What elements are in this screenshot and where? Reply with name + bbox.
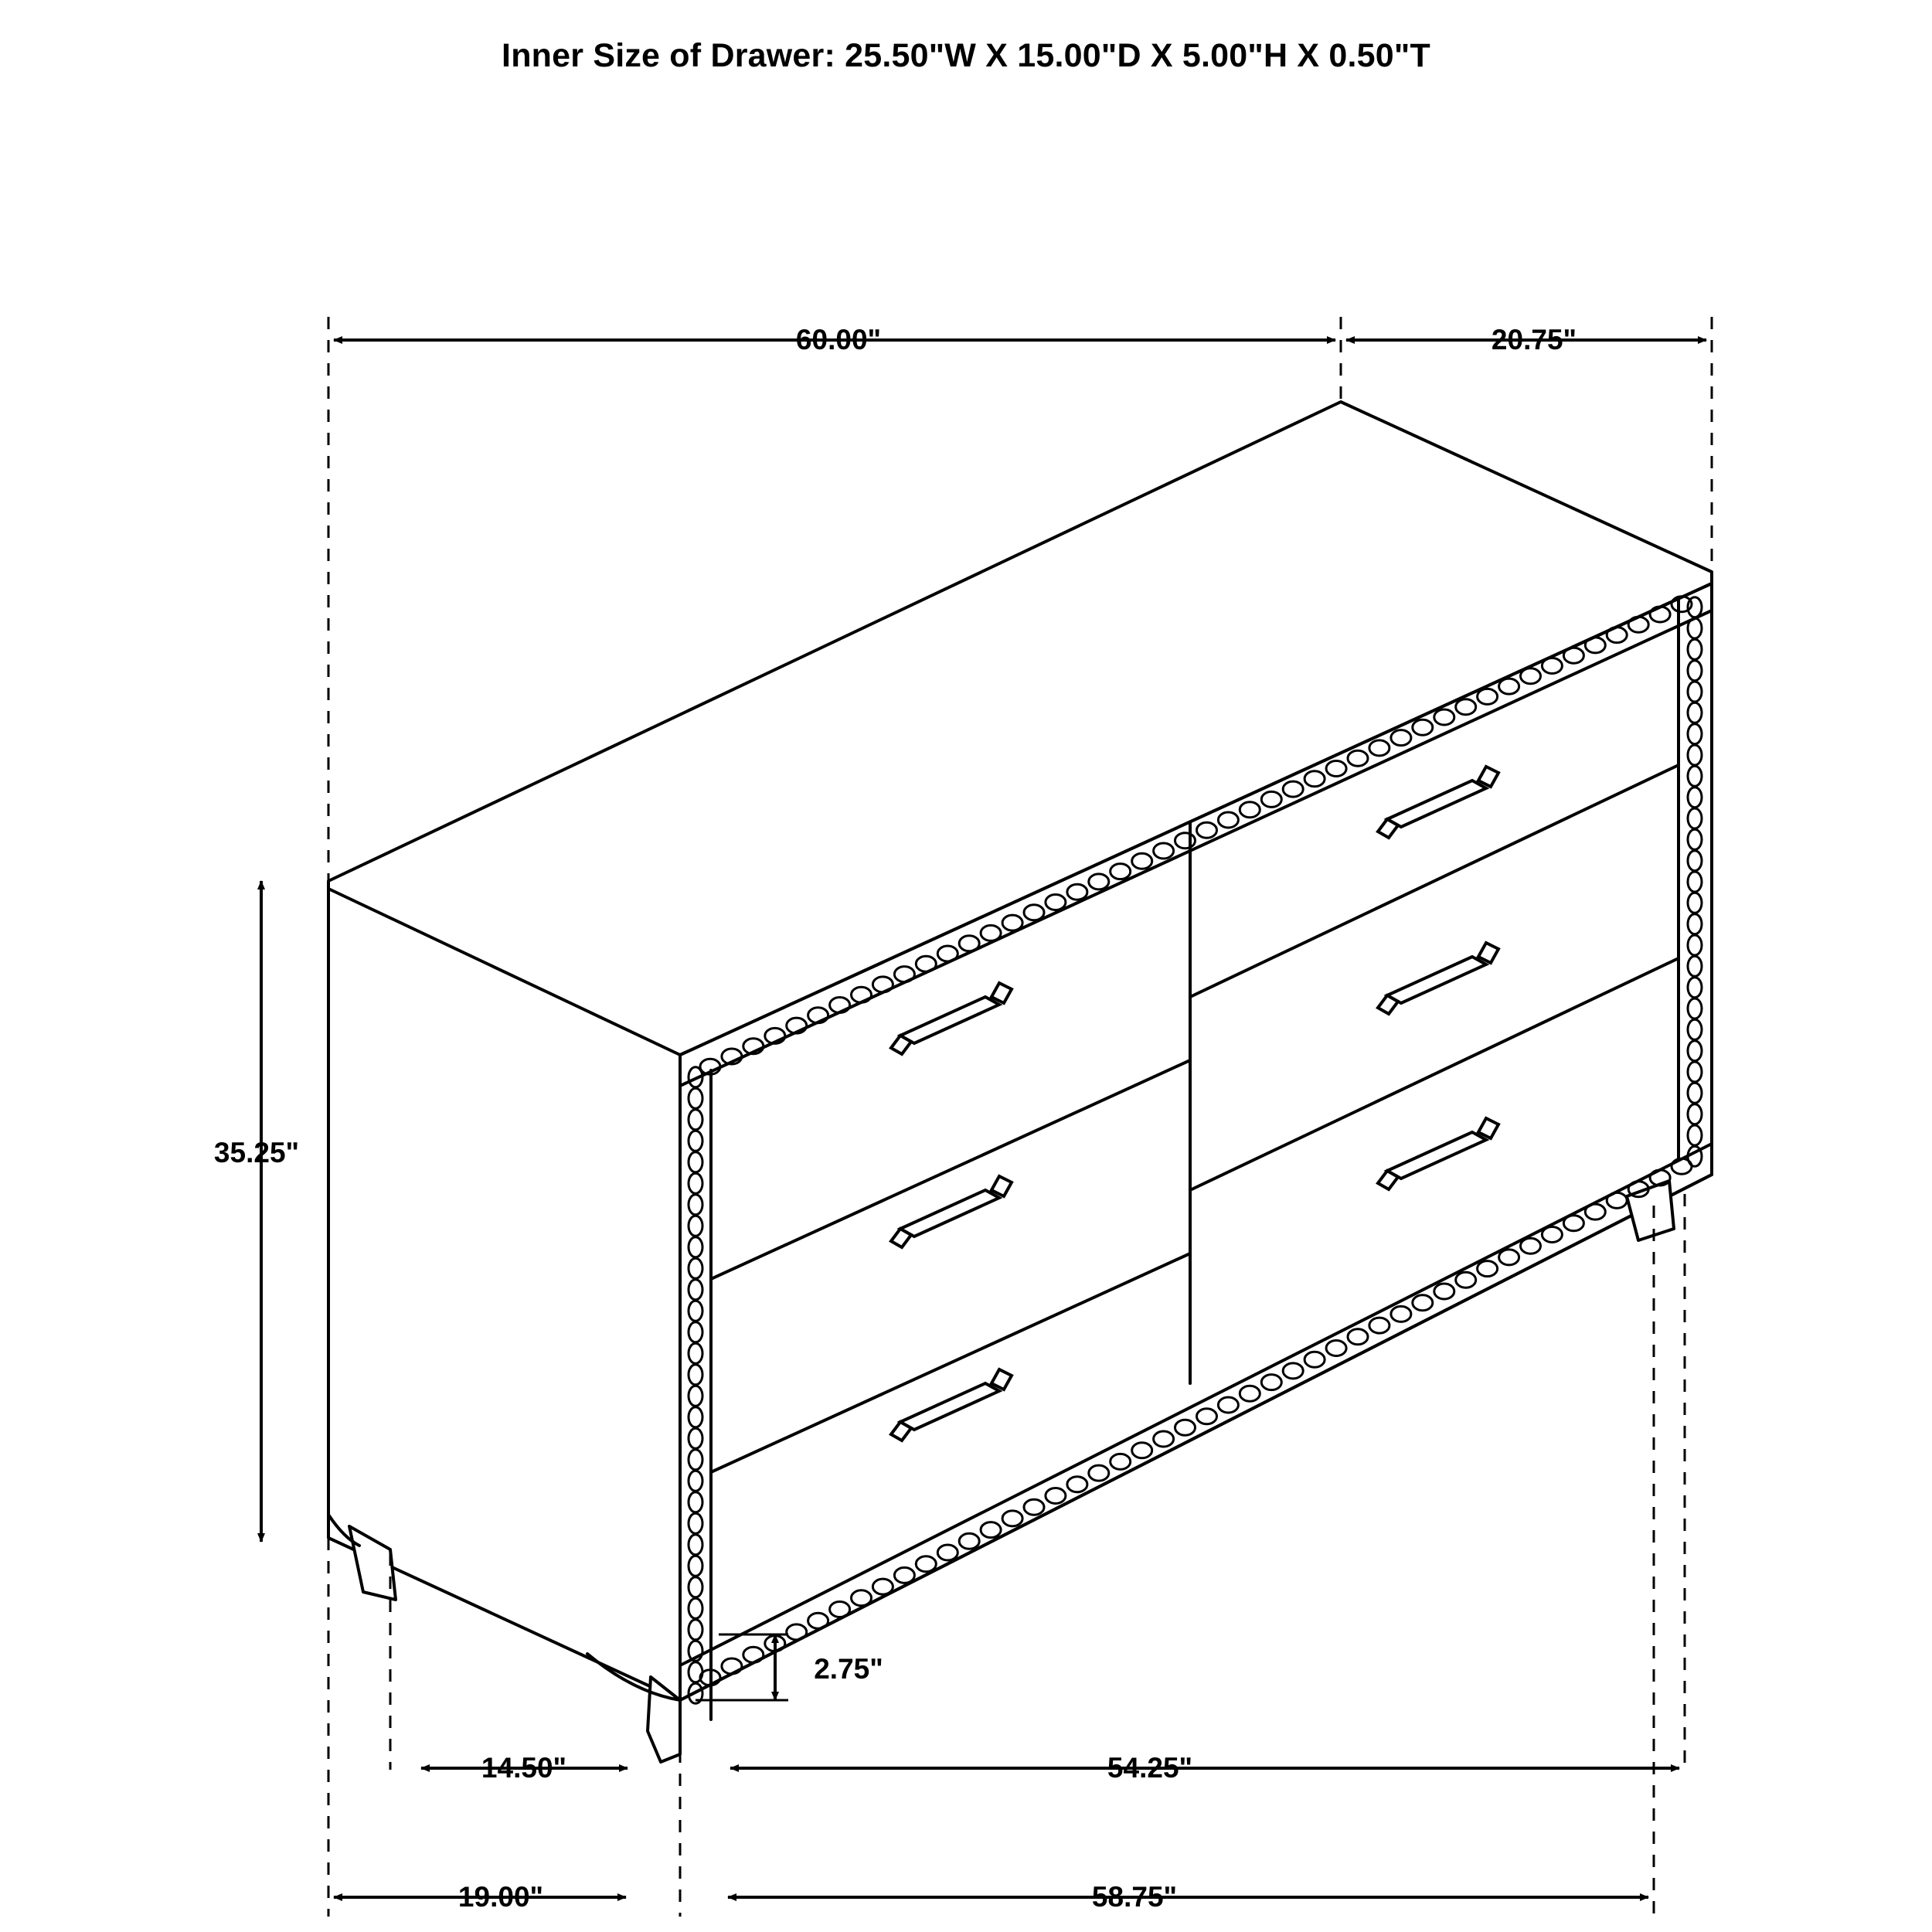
dimension-label-base-offset: 19.00" [457, 1881, 544, 1913]
dimension-label-overall-front-width: 58.75" [1091, 1881, 1178, 1913]
dresser-body [328, 402, 1712, 1762]
dimension-label-case-front-width: 54.25" [1107, 1752, 1193, 1784]
dimension-label-foot-offset: 14.50" [481, 1752, 567, 1784]
dimension-label-top-width: 60.00" [795, 324, 882, 355]
dimension-label-height: 35.25" [213, 1137, 300, 1168]
page-title: Inner Size of Drawer: 25.50"W X 15.00"D X 5.00"H X 0.50"T [502, 37, 1430, 74]
dimension-label-top-depth: 20.75" [1491, 324, 1577, 355]
dimension-label-leg-height: 2.75" [814, 1653, 883, 1685]
